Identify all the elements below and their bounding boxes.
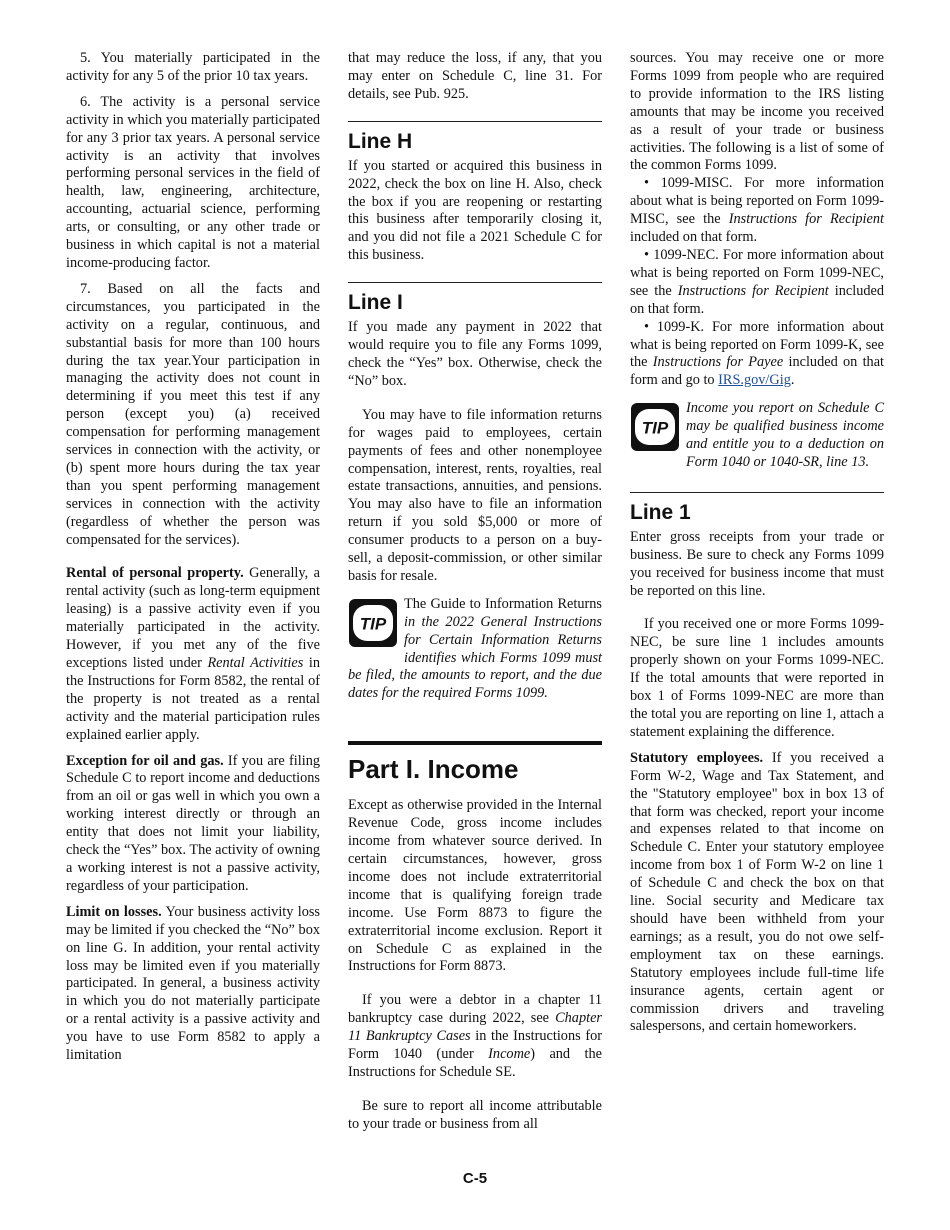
paragraph-line-1-2: If you received one or more Forms 1099-NEC, be sure line 1 includes amounts properly shown on your Forms 1099-NEC. If the total amounts that were reported in box 1 of Forms 1099-NEC are more than the total you are reporting on line 1, attach a statement explaining the difference. bbox=[630, 616, 884, 740]
paragraph-statutory-employees: Statutory employees. If you received a Form W-2, Wage and Tax Statement, and the "Statutory employee" box in box 13 of that form was checked, report your income and expenses related to that income on Schedule C. Enter your statutory employee income from box 1 of Form W-2 on line 1 of Schedule C and check the box on that line. Social security and Medicare tax should have been withheld from your earnings; as a result, you do not owe self-employment tax on these earnings. Statutory employees include full-time life insurance agents, certain agent or commission drivers and traveling salespersons, and certain homeworkers. bbox=[630, 749, 884, 1035]
paragraph-continued: sources. You may receive one or more Forms 1099 from people who are required to provide information to the IRS listing amounts that may be income you received as a result of your trade or business activities. The following is a list of some of the common Forms 1099. bbox=[630, 50, 884, 174]
list-item-1099-misc: • 1099-MISC. For more information about what is being reported on Form 1099-MISC, see the Instructions for Recipient included on that form. bbox=[630, 175, 884, 246]
list-item-1099-k: • 1099-K. For more information about what is being reported on Form 1099-K, see the Instructions for Payee included on that form and go to IRS.gov/Gig. bbox=[630, 318, 885, 389]
section-line-1 bbox=[630, 492, 884, 1036]
paragraph-item-7: 7. Based on all the facts and circumstances, you participated in the activity on a regular, continuous, and substantial basis for more than 100 hours during the tax year.Your participation in managing the activity does not count in determining if you meet this test if any person (except you) (a) received compensation for performing management services in connection with the activity, or (b) spent more hours during the tax year than you spent performing management services in connection with the activity (regardless of whether the person was compensated for the services). bbox=[66, 280, 320, 548]
paragraph-line-i-1: If you made any payment in 2022 that would require you to file any Forms 1099, check the “Yes” box. Otherwise, check the “No” box. bbox=[348, 319, 602, 389]
section-line-h bbox=[348, 121, 602, 265]
paragraph-line-h: If you started or acquired this business in 2022, check the box on line H. Also, check the box if you are reopening or restarting this business after temporarily closing it, and you did not file a 2021 Schedule C for this business. bbox=[348, 157, 602, 264]
tip-box: TIP The Guide to Information Returns in the 2022 General Instructions for Certain Information Returns identifies which Forms 1099 must be filed, the amounts to report, and the due dates for the required Forms 1099. bbox=[348, 595, 602, 702]
heading-part-1: Part I. Income bbox=[348, 754, 519, 785]
paragraph-part-1-2: If you were a debtor in a chapter 11 bankruptcy case during 2022, see Chapter 11 Bankruptcy Cases in the Instructions for Form 1040 (under Income) and the Instructions for Schedule SE. bbox=[348, 992, 602, 1080]
paragraph-line-i-2: You may have to file information returns for wages paid to employees, certain payments of fees and other nonemployee compensation, interest, rents, royalties, real estate transactions, annuities, and pensions. You may also have to file an information return if you sold $5,000 or more of consumer products to a person on a buy-sell, a deposit-commission, or other similar basis for resale. bbox=[348, 406, 602, 584]
paragraph-continued: that may reduce the loss, if any, that you may enter on Schedule C, line 31. For details, see Pub. 925. bbox=[348, 50, 602, 102]
list-item-1099-nec: • 1099-NEC. For more information about what is being reported on Form 1099-NEC, see the Instructions for Recipient included on that form. bbox=[630, 246, 884, 317]
irs-gig-link[interactable]: IRS.gov/Gig bbox=[718, 372, 791, 389]
paragraph-rental-personal-property: Rental of personal property. Generally, a rental activity (such as long-term equipment leasing) is a passive activity even if you materially participated in the activity. However, if you met any of the five exceptions listed under Rental Activities in the Instructions for Form 8582, the rental of the property is not treated as a rental activity and the material participation rules explained earlier apply. bbox=[66, 565, 320, 743]
paragraph-item-6: 6. The activity is a personal service activity in which you materially participated for any 3 prior tax years. A personal service activity is an activity that involves performing personal services in the field of health, law, engineering, architecture, accounting, actuarial science, performing arts, or consulting, or any other trade or business in which capital is not a material income-producing factor. bbox=[66, 93, 320, 271]
tip-box: TIP Income you report on Schedule C may be qualified business income and entitle you to a deduction on Form 1040 or 1040-SR, line 13. bbox=[630, 400, 884, 472]
heading-line-h: Line H bbox=[348, 129, 413, 153]
paragraph-part-1-3: Be sure to report all income attributable to your trade or business from all bbox=[348, 1097, 602, 1132]
tip-icon bbox=[348, 598, 398, 648]
heading-line-1: Line 1 bbox=[630, 500, 691, 524]
page-number: C-5 bbox=[462, 1170, 488, 1187]
column-1 bbox=[66, 50, 320, 1065]
column-2 bbox=[348, 50, 602, 1134]
run-in-heading: Statutory employees. bbox=[630, 749, 764, 766]
run-in-heading: Limit on losses. bbox=[66, 903, 162, 920]
run-in-heading: Rental of personal property. bbox=[66, 565, 244, 582]
tip-icon-label: TIP bbox=[641, 418, 669, 438]
column-3 bbox=[630, 50, 884, 1036]
paragraph-line-1-1: Enter gross receipts from your trade or business. Be sure to check any Forms 1099 you received for business income that must be reported on this line. bbox=[630, 528, 884, 599]
paragraph-part-1-1: Except as otherwise provided in the Internal Revenue Code, gross income includes income from whatever source derived. In certain circumstances, however, gross income does not include extraterritorial income that is qualifying foreign trade income. Use Form 8873 to figure the extraterritorial income exclusion. Report it on Schedule C as explained in the Instructions for Form 8873. bbox=[348, 797, 602, 975]
tip-icon-label: TIP bbox=[359, 614, 387, 634]
run-in-heading: Exception for oil and gas. bbox=[66, 752, 224, 769]
paragraph-item-5: 5. You materially participated in the activity for any 5 of the prior 10 tax years. bbox=[66, 50, 320, 84]
section-part-1-income bbox=[348, 741, 602, 1133]
paragraph-limit-losses: Limit on losses. Your business activity loss may be limited if you checked the “No” box on line G. In addition, your rental activity loss may be limited even if you materially participated. In general, a business activity in which you do not materially participate or a rental activity is a passive activity and you have to use Form 8582 to apply a limitation bbox=[66, 903, 320, 1064]
heading-line-i: Line I bbox=[348, 291, 403, 315]
tip-icon bbox=[630, 402, 680, 452]
section-line-i bbox=[348, 282, 602, 586]
paragraph-oil-gas: Exception for oil and gas. If you are filing Schedule C to report income and deductions from an oil or gas well in which you own a working interest directly or through an entity that does not limit your liability, check the “Yes” box. The activity of owning a working interest is not a passive activity, regardless of your participation. bbox=[66, 752, 320, 894]
